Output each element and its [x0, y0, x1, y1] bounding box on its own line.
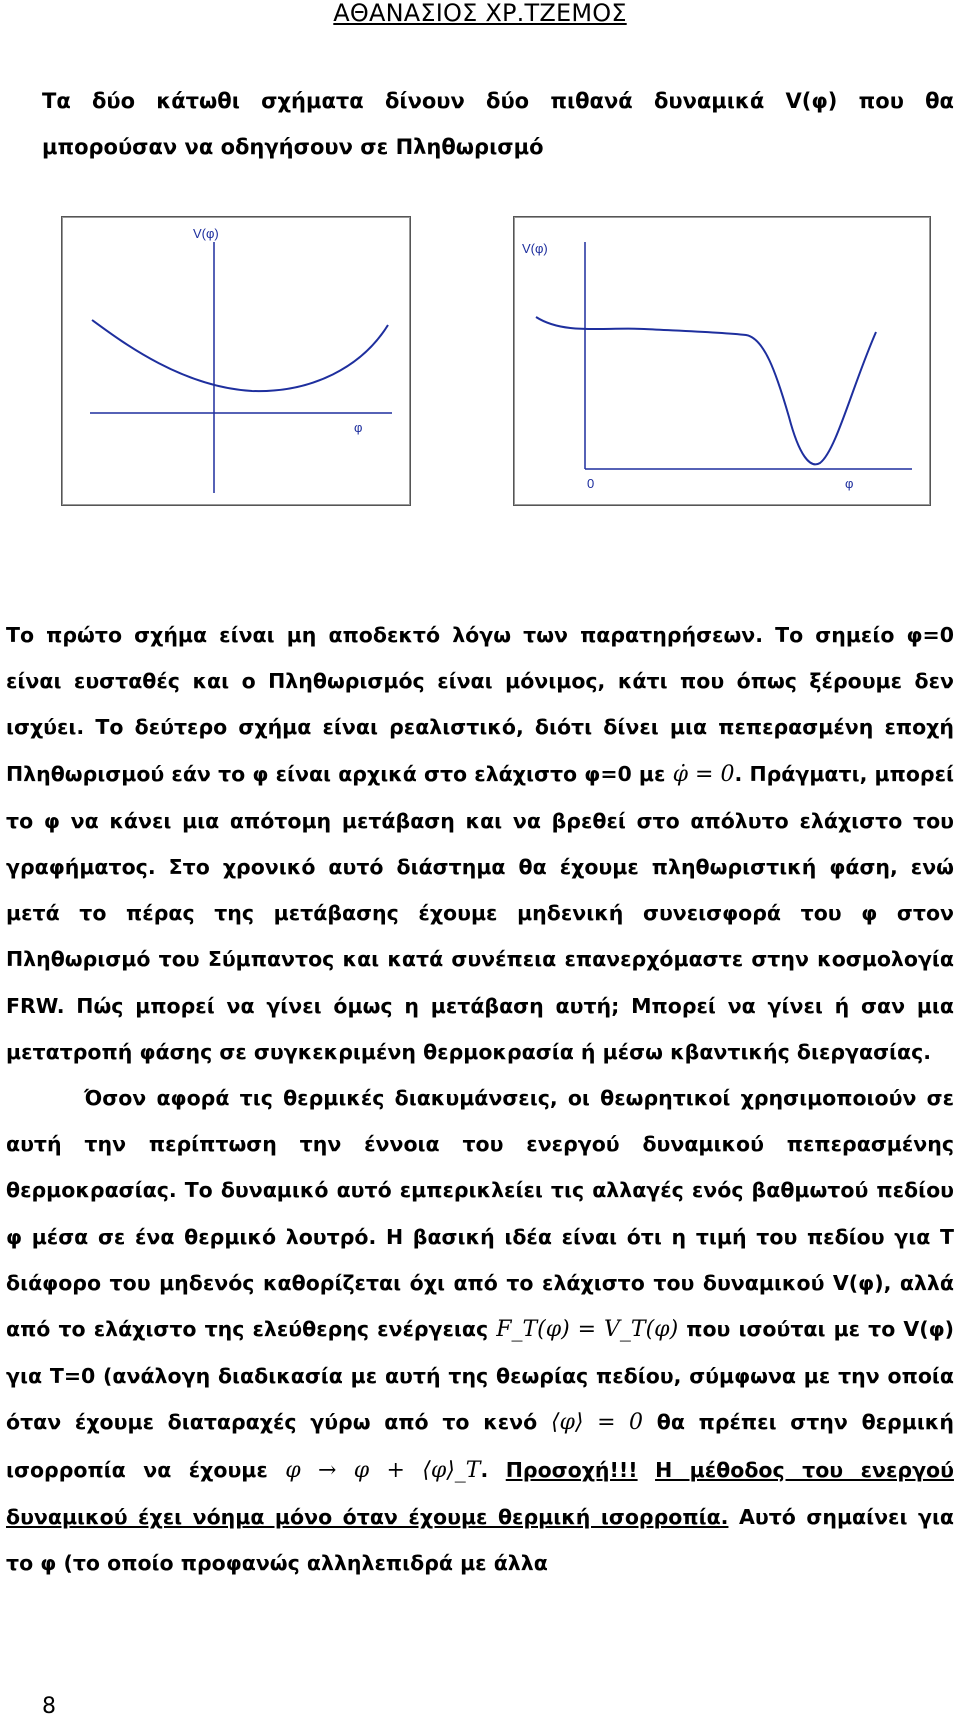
page-number: 8 [42, 1694, 56, 1719]
body-text [6, 612, 954, 1586]
paragraph-1-part-1: Το πρώτο σχήμα είναι μη αποδεκτό λόγω των παρατηρήσεων. Το σημείο φ=0 είναι ευσταθές και ο Πληθωρισμός είναι μόνιμος, κάτι που όπως ξέρουμε δεν ισχύει. Το δεύτερο σχήμα είναι ρεαλιστικό, διότι δίνει μια πεπερασμένη εποχή Πληθωρισμού εάν το φ είναι αρχικά στο ελάχιστο φ=0 με [6, 623, 954, 786]
intro-line-2: μπορούσαν να οδηγήσουν σε Πληθωρισμό [42, 135, 544, 159]
paragraph-2 [6, 1075, 954, 1586]
intro-paragraph [42, 78, 954, 170]
figure-right-origin-label: 0 [587, 476, 595, 491]
paragraph-2-part-1: Όσον αφορά τις θερμικές διακυμάνσεις, οι θεωρητικοί χρησιμοποιούν σε αυτή την περίπτωση την έννοια του ενεργού δυναμικού πεπερασμένης θερμοκρασίας. Το δυναμικό αυτό εμπερικλείει τις αλλαγές ενός βαθμωτού πεδίου φ μέσα σε ένα θερμικό λουτρό. Η βασική ιδέα είναι ότι η τιμή του πεδίου για Τ διάφορο του μηδενός καθορίζεται όχι από το ελάχιστο του δυναμικού V(φ), αλλά από το ελάχιστο της ελεύθερης ενέργειας [6, 1086, 954, 1342]
paragraph-2-part-3: θα πρέπει στην θερμική ισορροπία να έχουμε [6, 1410, 954, 1482]
math-phi-dot-equals-zero: φ̇ = 0 [672, 761, 735, 787]
author-header: ΑΘΑΝΑΣΙΟΣ ΧΡ.ΤΖΕΜΟΣ [333, 0, 627, 27]
figure-left [61, 216, 411, 506]
underlined-statement: Η μέθοδος του ενεργού δυναμικού έχει νόημα μόνο όταν έχουμε θερμική ισορροπία. [6, 1457, 954, 1529]
paragraph-1 [6, 612, 954, 1075]
figure-left-plot [62, 217, 410, 505]
figure-right [513, 216, 931, 506]
paragraph-2-part-2: που ισούται με το V(φ) για Τ=0 (ανάλογη διαδικασία με αυτή της θεωρίας πεδίου, σύμφωνα με την οποία όταν έχουμε διαταραχές γύρω από το κενό [6, 1317, 955, 1435]
intro-line-1: Τα δύο κάτωθι σχήματα δίνουν δύο πιθανά δυναμικά V(φ) που θα [42, 89, 954, 113]
paragraph-2-part-4: . [480, 1457, 489, 1482]
figure-right-x-label: φ [845, 476, 854, 491]
figure-right-y-label: V(φ) [522, 241, 548, 256]
figure-left-y-label: V(φ) [193, 226, 219, 241]
math-field-shift: φ → φ + ⟨φ⟩_T [285, 1457, 481, 1483]
warning-text: Προσοχή!!! [505, 1457, 638, 1482]
paragraph-2-part-5: Αυτό σημαίνει για το φ (το οποίο προφανώς αλληλεπιδρά με άλλα [6, 1504, 955, 1576]
figure-left-potential-curve [92, 320, 388, 391]
figure-right-potential-curve [536, 317, 876, 464]
figure-right-plot [514, 217, 930, 505]
paragraph-1-part-2: . Πράγματι, μπορεί το φ να κάνει μια απότομη μετάβαση και να βρεθεί στο απόλυτο ελάχιστο του γραφήματος. Στο χρονικό αυτό διάστημα θα έχουμε πληθωριστική φάση, ενώ μετά το πέρας της μετάβασης έχουμε μηδενική συνεισφορά του φ στον Πληθωρισμό του Σύμπαντος και κατά συνέπεια επανερχόμαστε στην κοσμολογία FRW. Πώς μπορεί να γίνει όμως η μετάβαση αυτή; Μπορεί να γίνει ή σαν μια μετατροπή φάσης σε συγκεκριμένη θερμοκρασία ή μέσω κβαντικής διεργασίας. [6, 761, 954, 1064]
math-free-energy: F_T(φ) = V_T(φ) [496, 1317, 679, 1343]
figure-left-x-label: φ [354, 420, 363, 435]
math-vacuum-expectation: ⟨φ⟩ = 0 [550, 1410, 644, 1436]
